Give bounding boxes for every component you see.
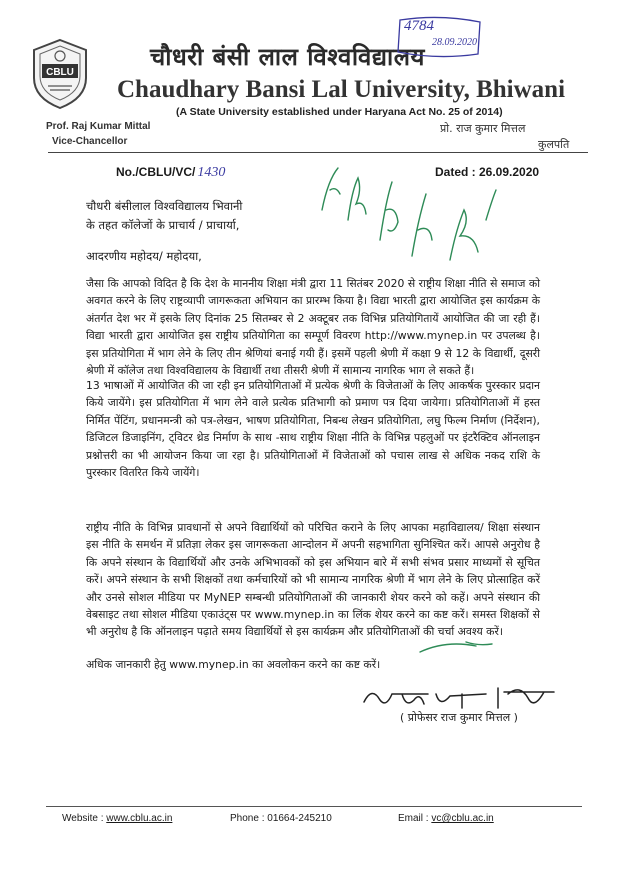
footer-email-label: Email : bbox=[398, 813, 432, 824]
footer-website bbox=[62, 813, 172, 824]
body-paragraph: जैसा कि आपको विदित है कि देश के माननीय शिक्षा मंत्री द्वारा 11 सितंबर 2020 से राष्ट्रीय शिक्षा नीति से समाज को अवगत करने के लिए राष्ट्रव्यापी जागरूकता अभियान का प्रारम्भ किया है। विद्या भारती द्वारा आयोजित इस कार्यक्रम के अंतर्गत देश भर में इसके लिए दिनांक 25 सितम्बर से 2 अक्टूबर तक विभिन्न प्रतियोगितायें आयोजित की जा रही हैं। विद्या भारती द्वारा आयोजित इस राष्ट्रीय प्रतियोगिता का सम्पूर्ण विवरण http://www.mynep.in पर उपलब्ध है। इस प्रतियोगिता में भाग लेने के लिए तीन श्रेणियां बनाई गयी हैं। इसमें पहली श्रेणी में कक्षा 9 से 12 के विद्यार्थी, दूसरी श्रेणी में कॉलेज तथा विश्वविद्यालय के विद्यार्थी तथा तीसरी श्रेणी में सामान्य नागरिक भाग ले सकते हैं। bbox=[86, 277, 540, 378]
logo-text: CBLU bbox=[46, 67, 74, 78]
vc-title-hindi: कुलपति bbox=[538, 138, 570, 151]
letter-date: Dated : 26.09.2020 bbox=[435, 165, 540, 179]
footer-email bbox=[398, 813, 494, 824]
diary-date: 28.09.2020 bbox=[432, 37, 477, 48]
email-link[interactable]: vc@cblu.ac.in bbox=[431, 813, 494, 824]
website-link[interactable]: www.cblu.ac.in bbox=[106, 813, 173, 824]
handwritten-annotation bbox=[300, 160, 500, 280]
closing-paragraph: अधिक जानकारी हेतु www.mynep.in का अवलोकन करने का कष्ट करें। bbox=[86, 658, 381, 671]
reference-handwritten-number: 1430 bbox=[197, 165, 226, 180]
salutation: आदरणीय महोदय/ महोदया, bbox=[86, 249, 202, 263]
body-paragraph: राष्ट्रीय नीति के विभिन्न प्रावधानों से अपने विद्यार्थियों को परिचित कराने के लिए आपका महाविद्यालय/ शिक्षा संस्थान इस नीति के समर्थन में प्रतिज्ञा लेकर इस जागरूकता आन्दोलन में अपनी सहभागिता सुनिश्चित करें। आपसे अनुरोध है कि अपने संस्थान के विद्यार्थियों और उनके अभिभावकों को इस अभियान बारे में सभी संभव प्रसार माध्यमों से सूचित करें। अपने संस्थान के सभी शिक्षकों तथा कर्मचारियों को भी सामान्य नागरिक श्रेणी में भाग लेने के लिए प्रोत्साहित करें और उनसे सोशल मीडिया पर MyNEP सम्बन्धी प्रतियोगिताओं की जानकारी शेयर करने को कहें। अपने संस्थान की वेबसाइट तथा सोशल मीडिया एकाउंट्स पर www.mynep.in का लिंक शेयर करने का कष्ट करें। समस्त शिक्षकों से भी अनुरोध है कि ऑनलाइन पढ़ाते समय विद्यार्थियों से इस कार्यक्रम और प्रतियोगिताओं की चर्चा अवश्य करें। bbox=[86, 521, 540, 639]
handwritten-signature bbox=[358, 680, 558, 714]
addressee-line-1: चौधरी बंसीलाल विश्वविद्यालय भिवानी bbox=[86, 199, 243, 213]
body-paragraph: 13 भाषाओं में आयोजित की जा रही इन प्रतियोगिताओं में प्रत्येक श्रेणी के विजेताओं के लिए आकर्षक पुरस्कार प्रदान किये जायेंगे। इस प्रतियोगिता में भाग लेने वाले प्रत्येक प्रतिभागी को प्रमाण पत्र दिया जायेगा। प्रतियोगिताओं में हस्त निर्मित पेंटिंग, प्रधानमन्त्री को पत्र-लेखन, भाषण प्रतियोगिता, निबन्ध लेखन प्रतियोगिता, लघु फिल्म निर्माण (निर्देशन), डिजिटल डिजाइनिंग, ट्विटर थ्रेड निर्माण के साथ -साथ राष्ट्रीय शिक्षा नीति के विभिन्न पहलुओं पर इंटरैक्टिव ऑनलाइन प्रश्नोत्तरी का भी आयोजन किया जा रहा है। प्रतियोगिताओं में विजेताओं को पचास लाख से अधिक नकद राशि के पुरस्कार वितरित किये जायेंगे। bbox=[86, 379, 540, 480]
vc-name-english: Prof. Raj Kumar Mittal bbox=[46, 121, 151, 132]
footer-phone: Phone : 01664-245210 bbox=[230, 813, 332, 824]
university-name-hindi: चौधरी बंसी लाल विश्वविद्यालय bbox=[150, 42, 425, 71]
signatory-name: ( प्रोफेसर राज कुमार मित्तल ) bbox=[400, 711, 518, 724]
vc-name-hindi: प्रो. राज कुमार मित्तल bbox=[440, 122, 526, 135]
green-check-mark bbox=[416, 636, 496, 658]
reference-number bbox=[116, 165, 225, 181]
reference-prefix: No./CBLU/VC/ bbox=[116, 165, 196, 179]
university-subtitle: (A State University established under Haryana Act No. 25 of 2014) bbox=[176, 106, 503, 118]
university-name-english: Chaudhary Bansi Lal University, Bhiwani bbox=[117, 76, 566, 103]
footer-divider bbox=[46, 806, 582, 807]
header-divider bbox=[48, 152, 588, 153]
diary-number: 4784 bbox=[404, 18, 434, 34]
addressee-line-2: के तहत कॉलेजों के प्राचार्य / प्राचार्या, bbox=[86, 218, 240, 232]
vc-title-english: Vice-Chancellor bbox=[52, 136, 128, 147]
footer-website-label: Website : bbox=[62, 813, 107, 824]
university-logo bbox=[28, 38, 92, 110]
